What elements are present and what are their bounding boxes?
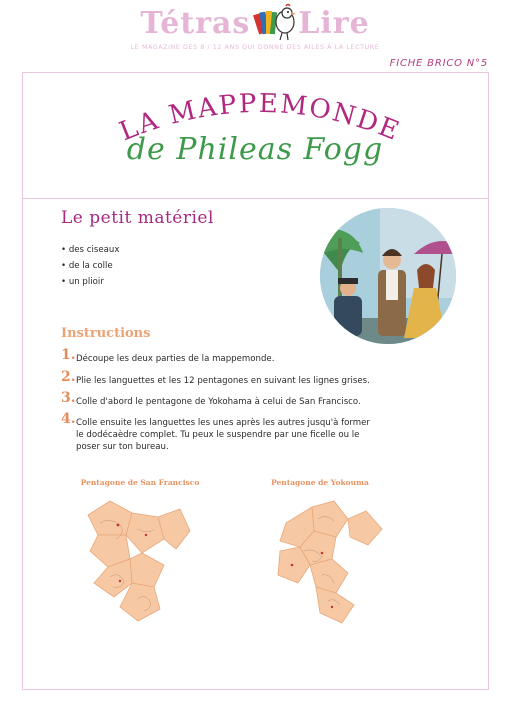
pentagon-net-yokohama — [270, 495, 390, 625]
phileas-fogg-illustration — [320, 208, 456, 344]
fiche-number: FICHE BRICO N°5 — [389, 58, 488, 69]
pentagon-label-left: Pentagone de San Francisco — [80, 478, 200, 487]
brand-left: Tétras — [140, 6, 251, 41]
list-item: • de la colle — [61, 258, 119, 274]
step-text: Plie les languettes et les 12 pentagones en suivant les lignes grises. — [76, 376, 370, 386]
bird-book-logo-icon — [252, 2, 298, 44]
step-number: 3. — [61, 390, 76, 406]
instruction-step — [61, 411, 371, 453]
step-number: 2. — [61, 369, 76, 385]
step-text: Colle ensuite les languettes les unes après les autres jusqu'à former le dodécaèdre complet. Tu peux le suspendre par une ficelle ou le poser sur ton bureau. — [76, 418, 370, 452]
title-line1: LA MAPPEMONDE — [115, 88, 405, 148]
pentagon-net-san-francisco — [80, 495, 200, 625]
page-subtitle: de Phileas Fogg — [126, 132, 384, 167]
list-item: • un plioir — [61, 274, 119, 290]
divider — [22, 198, 489, 199]
list-item: • des ciseaux — [61, 242, 119, 258]
instruction-step — [61, 390, 371, 408]
pentagon-label-right: Pentagone de Yokouma — [271, 478, 369, 487]
step-number: 4. — [61, 411, 76, 427]
instruction-step — [61, 347, 371, 365]
instructions-heading: Instructions — [61, 326, 151, 341]
materials-list — [61, 242, 119, 290]
step-text: Découpe les deux parties de la mappemonde. — [76, 354, 275, 364]
tagline: LE MAGAZINE DES 8 / 12 ANS QUI DONNE DES AILES À LA LECTURE — [130, 44, 380, 51]
step-number: 1. — [61, 347, 76, 363]
instruction-step — [61, 369, 371, 387]
brand-right: Lire — [298, 6, 370, 41]
step-text: Colle d'abord le pentagone de Yokohama à celui de San Francisco. — [76, 397, 361, 407]
materials-heading: Le petit matériel — [61, 208, 214, 228]
